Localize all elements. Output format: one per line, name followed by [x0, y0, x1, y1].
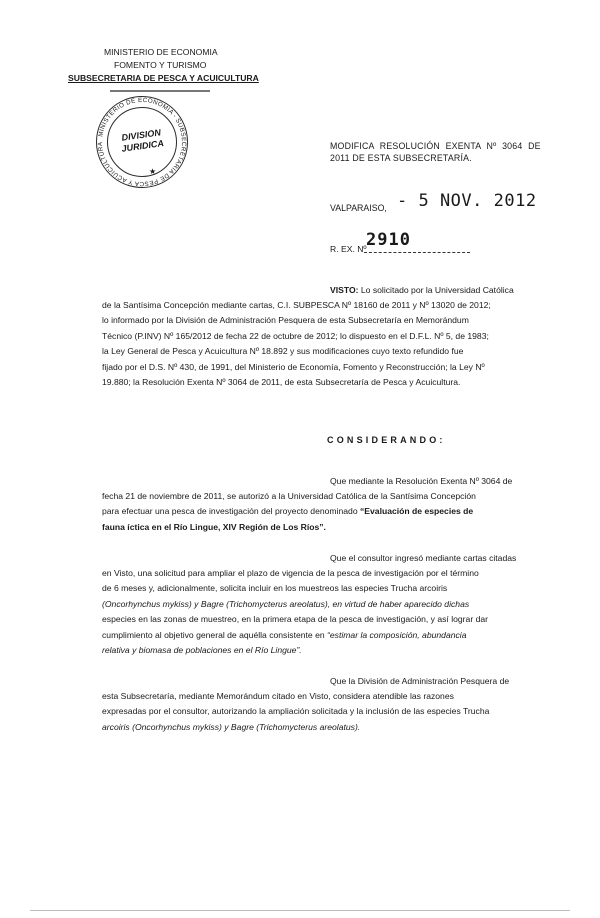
- visto-line: 19.880; la Resolución Exenta Nº 3064 de 2011, de esta Subsecretaría de Pesca y Acuicultura.: [102, 377, 461, 388]
- considerando-p3-body: [102, 689, 540, 735]
- p2-quote-2: relativa y biomasa de poblaciones en el Río Lingue”.: [102, 645, 302, 656]
- stamp-label: DIVISION JURIDICA: [120, 127, 165, 154]
- visto-body: [102, 298, 540, 390]
- stamp-star-icon: ★: [149, 167, 157, 176]
- considerando-p3-first: Que la División de Administración Pesquera de: [330, 676, 510, 686]
- visto-first-line: [330, 283, 514, 298]
- subsecretaria-name: SUBSECRETARIA DE PESCA Y ACUICULTURA: [68, 73, 259, 83]
- visto-line: fijado por el D.S. Nº 430, de 1991, del Ministerio de Economía, Fomento y Reconstrucción; la Ley Nº: [102, 361, 485, 372]
- p1-line: [102, 520, 540, 535]
- p2-line-text: cumplimiento al objetivo general de aquélla consistente en: [102, 629, 325, 640]
- p2-line: de 6 meses y, adicionalmente, solicita incluir en los muestreos las especies Trucha arcoiris: [102, 583, 448, 594]
- p3-line: arcoiris (Oncorhynchus mykiss) y Bagre (Trichomycterus areolatus).: [102, 721, 361, 732]
- visto-line: Técnico (P.INV) Nº 165/2012 de fecha 22 de octubre de 2012; lo dispuesto en el D.F.L. Nº 5, de 1983;: [102, 330, 489, 341]
- resolution-underline: [364, 252, 470, 253]
- p2-line: especies en las zonas de muestreo, en la primera etapa de la pesca de investigación, y así lograr dar: [102, 614, 488, 625]
- p2-line: [102, 628, 540, 643]
- p1-line-text: para efectuar una pesca de investigación del proyecto denominado: [102, 506, 358, 517]
- considerando-p2-first: Que el consultor ingresó mediante cartas citadas: [330, 553, 517, 563]
- p3-line: esta Subsecretaría, mediante Memorándum citado en Visto, considera atendible las razones: [102, 691, 454, 701]
- visto-text-1: Lo solicitado por la Universidad Católica: [360, 285, 514, 295]
- stamp-ring-text: MINISTERIO DE ECONOMIA - SUBSECRETARIA DE PESCA Y ACUICULTURA: [96, 96, 188, 188]
- p2-line: [102, 643, 540, 658]
- p3-line: expresadas por el consultor, autorizando la ampliación solicitada y la inclusión de las especies Trucha: [102, 706, 490, 717]
- title-line-1: MODIFICA RESOLUCIÓN EXENTA Nº 3064 DE: [330, 141, 541, 151]
- visto-line: lo informado por la División de Administración Pesquera de esta Subsecretaría en Memorándum: [102, 315, 469, 326]
- p1-line: [102, 504, 540, 519]
- p1-project-bold: “Evaluación de especies de: [360, 506, 474, 517]
- resolution-label: R. EX. Nº: [330, 244, 367, 254]
- title-line-2: 2011 DE ESTA SUBSECRETARÍA.: [330, 153, 472, 163]
- considerando-p1-first: Que mediante la Resolución Exenta Nº 3064 de: [330, 476, 513, 486]
- considerando-p2-body: [102, 566, 540, 658]
- document-title: [330, 140, 541, 164]
- date-stamp: - 5 NOV. 2012: [397, 191, 537, 211]
- scan-edge: [30, 910, 570, 911]
- p2-line: en Visto, una solicitud para ampliar el plazo de vigencia de la pesca de investigación por el término: [102, 568, 479, 578]
- p2-quote: “estimar la composición, abundancia: [327, 629, 467, 640]
- ministry-name: MINISTERIO DE ECONOMIA: [104, 47, 218, 57]
- city: VALPARAISO,: [330, 203, 387, 213]
- considerando-p1-body: [102, 489, 540, 535]
- p2-line: (Oncorhynchus mykiss) y Bagre (Trichomycterus areolatus), en virtud de haber aparecido dichas: [102, 598, 470, 609]
- resolution-number: 2910: [366, 230, 411, 250]
- considerando-heading: CONSIDERANDO:: [327, 435, 446, 445]
- visto-line: la Ley General de Pesca y Acuicultura Nº 18.892 y sus modificaciones cuyo texto refundido fue: [102, 346, 464, 357]
- p1-line: fecha 21 de noviembre de 2011, se autorizó a la Universidad Católica de la Santísima Concepción: [102, 491, 476, 501]
- ministry-name-2: FOMENTO Y TURISMO: [114, 60, 207, 70]
- division-juridica-stamp: [96, 96, 188, 188]
- visto-label: VISTO:: [330, 285, 359, 295]
- visto-line: de la Santísima Concepción mediante cartas, C.I. SUBPESCA Nº 18160 de 2011 y Nº 13020 de 2012;: [102, 300, 491, 310]
- p1-project-bold-2: fauna íctica en el Río Lingue, XIV Región de Los Ríos”.: [102, 521, 326, 532]
